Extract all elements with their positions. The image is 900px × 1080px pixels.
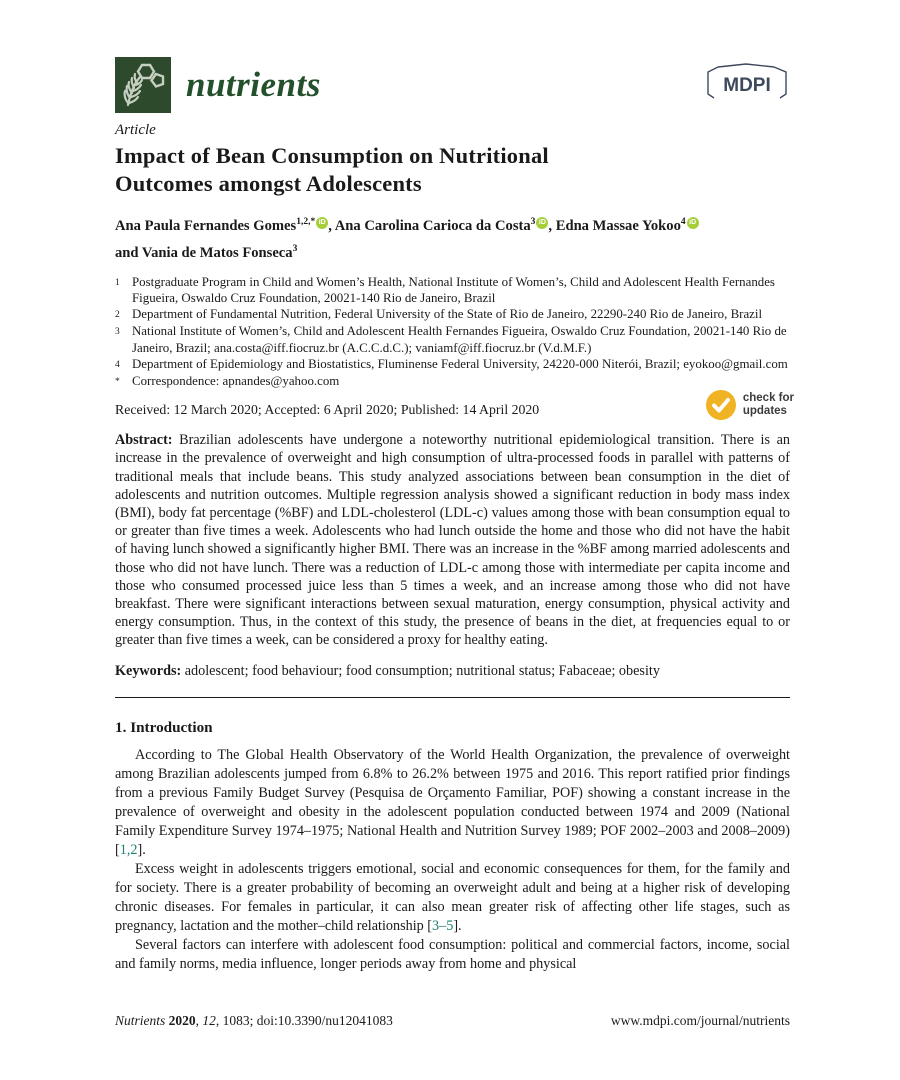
abstract-label: Abstract: [115,432,173,449]
affiliation-text: National Institute of Women’s, Child and Adolescent Health Fernandes Figueira, Oswaldo Cruz Foundation, 20021-140 Rio de Janeiro, Brazil; ana.costa@iff.fiocruz.br (A.C.C.d.C.); vaniamf@iff.fiocruz.br (V.d.M.F.) [132,324,787,355]
keywords-line [115,663,790,680]
citation-bracket: [ [427,917,433,934]
affiliations [115,274,790,390]
affiliation-item [115,356,790,373]
masthead [115,57,790,113]
abstract-text: Brazilian adolescents have undergone a noteworthy nutritional epidemiological transition. There is an increase in the prevalence of overweight and high consumption of ultra-processed foods in parallel with patterns of traditional meals that include beans. This study analyzed associations between bean consumption in the diet of adolescents and nutrition outcomes. Multiple regression analysis showed a significant reduction in body mass index (BMI), body fat percentage (%BF) and LDL-cholesterol (LDL-c) values among those with bean consumption equal to or greater than five times a week. Adolescents who had lunch outside the home and those who did not have the habit of having lunch showed a significantly higher BMI. There was an increase in the %BF among married adolescents and those who did not have lunch. There was a reduction of LDL-c among those with intermediate per capita income and those who consumed processed juice less than 5 times a week, and an increase among those who did not have breakfast. There were significant interactions between sexual maturation, energy consumption, physical activity and energy consumption. Thus, in the context of this study, the presence of beans in the diet, at frequencies equal to or greater than five times a week, can be considered a proxy for healthy eating. [115,432,790,649]
author-affil-sup: 3 [530,217,536,227]
journal-brand [115,57,321,113]
nutrients-logo-icon [115,57,171,113]
orcid-icon[interactable]: iD [316,217,328,229]
paragraph-text: Several factors can interfere with adolescent food consumption: political and commercial factors, income, social and family norms, media influence, longer periods away from home and physical [115,936,790,972]
section-heading-introduction: 1. Introduction [115,718,213,736]
author-name: Ana Carolina Carioca da Costa [334,217,531,234]
author-affil-sup: 1,2,* [296,217,316,227]
author-separator: , [328,217,335,234]
correspondence-marker: * [115,376,120,387]
author-affil-sup: 3 [292,243,298,254]
author-list [115,211,790,265]
affiliation-marker: 2 [115,310,120,321]
affiliation-marker: 1 [115,277,120,288]
orcid-icon[interactable]: iD [536,217,548,229]
check-icon [706,390,736,420]
intro-paragraph-1 [115,746,790,860]
paragraph-text: Excess weight in adolescents triggers emotional, social and economic consequences for them, for the family and for society. There is a greater probability of becoming an overweight adult and being at a higher risk of developing chronic diseases. For females in particular, it can also mean greater risk of affecting other life stages, such as pregnancy, lactation and the mother–child relationship [115,860,790,934]
journal-name: nutrients [186,65,321,104]
intro-paragraph-3 [115,936,790,974]
article-title [115,142,790,198]
footer-doi[interactable]: , 1083; doi:10.3390/nu12041083 [215,1013,393,1028]
affiliation-item [115,323,790,355]
affiliation-text: Department of Fundamental Nutrition, Federal University of the State of Rio de Janeiro, 22290-240 Rio de Janeiro, Brazil [132,307,763,322]
divider-rule [115,697,790,698]
author-name: and Vania de Matos Fonseca [115,244,293,261]
keywords-label: Keywords: [115,662,182,679]
paragraph-text: According to The Global Health Observatory of the World Health Organization, the prevalence of overweight among Brazilian adolescents jumped from 6.8% to 26.2% between 1975 and 2016. This report ratified prior findings from a previous Family Budget Survey (Pesquisa de Orçamento Familiar, POF) showing a constant increase in the prevalence of overweight and obesity in the adolescent population conducted between 1974 and 2009 (National Family Expenditure Survey 1974–1975; National Health and Nutrition Survey 1989; POF 2002–2003 and 2008–2009) [115,746,790,839]
affiliation-item [115,274,790,306]
affiliation-marker: 3 [115,327,120,338]
abstract-paragraph [115,431,790,649]
check-badge-line1: check for [742,392,794,405]
orcid-icon[interactable]: iD [687,217,699,229]
footer-journal-url[interactable]: www.mdpi.com/journal/nutrients [610,1013,790,1028]
intro-paragraph-2 [115,860,790,936]
affiliation-text: Postgraduate Program in Child and Women’s Health, National Institute of Women’s, Child and Adolescent Health Fernandes Figueira, Oswaldo Cruz Foundation, 20021-140 Rio de Janeiro, Brazil [132,274,775,305]
citation-link[interactable]: 1,2 [119,841,138,858]
correspondence-item [115,373,790,390]
mdpi-logo [704,62,790,104]
check-badge-text [743,392,794,417]
affiliation-text: Department of Epidemiology and Biostatistics, Fluminense Federal University, 24220-000 Niterói, Brazil; eyokoo@gmail.com [132,356,788,371]
author-name: Edna Massae Yokoo [555,217,681,234]
citation-bracket: ]. [137,841,146,858]
footer-year: 2020 [168,1013,196,1028]
dates-line: Received: 12 March 2020; Accepted: 6 April 2020; Published: 14 April 2020 [115,402,540,418]
page-footer [115,1013,790,1029]
author-separator: , [548,217,556,234]
citation-bracket: ]. [453,917,462,934]
author-affil-sup: 4 [680,217,686,227]
author-name: Ana Paula Fernandes Gomes [115,217,297,234]
correspondence-text: Correspondence: apnandes@yahoo.com [132,373,340,388]
check-for-updates-badge[interactable] [706,390,794,420]
affiliation-item [115,306,790,323]
affiliation-marker: 4 [115,359,120,370]
mdpi-wordmark: MDPI [723,75,771,96]
title-line-1: Impact of Bean Consumption on Nutritional [115,143,549,168]
citation-bracket: [ [115,841,120,858]
article-type-label: Article [115,122,156,138]
title-line-2: Outcomes amongst Adolescents [115,171,422,196]
keywords-text: adolescent; food behaviour; food consumption; nutritional status; Fabaceae; obesity [184,662,660,679]
footer-separator: , [195,1013,203,1028]
footer-volume: 12 [202,1013,216,1028]
citation-link[interactable]: 3–5 [432,917,454,934]
footer-citation [115,1013,393,1029]
check-badge-line2: updates [742,405,787,417]
footer-journal-name: Nutrients [115,1013,166,1028]
